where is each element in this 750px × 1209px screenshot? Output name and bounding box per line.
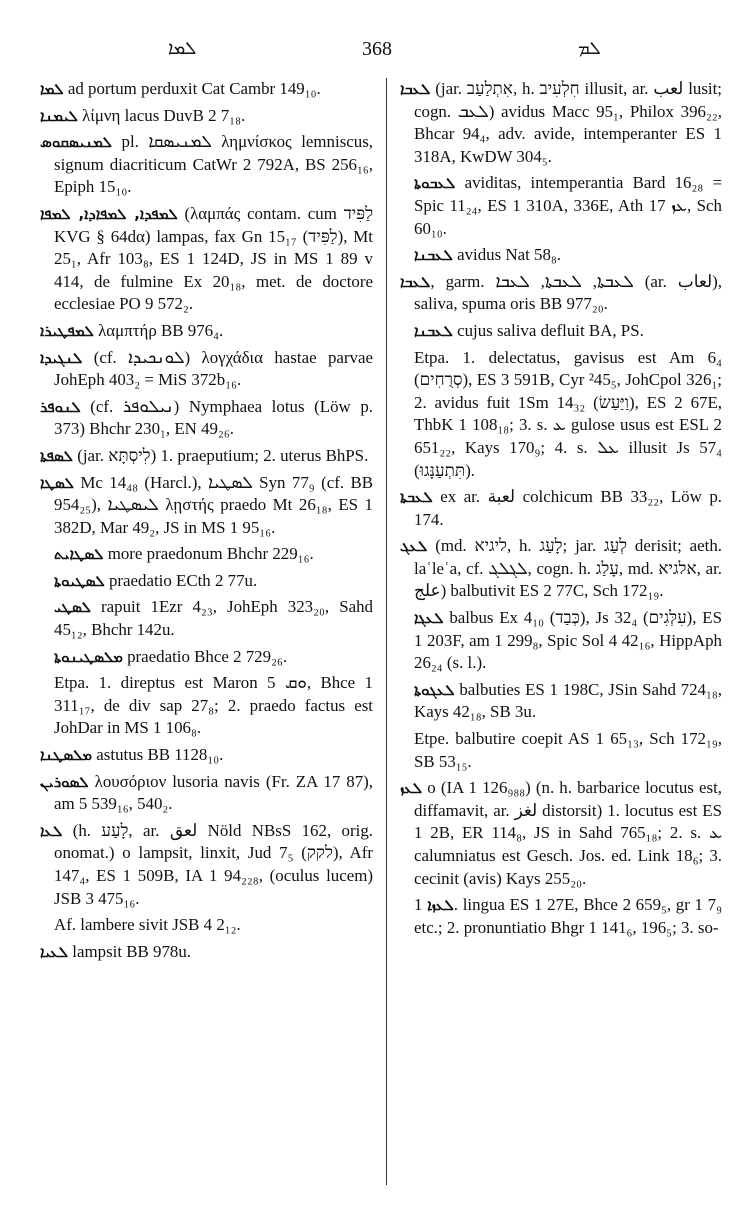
entry-text: λαμπτήρ BB 976₄. [93,320,224,340]
entry-headword: ܠܢܘܦܪ [40,397,81,416]
entry-headword: ܠܡܦܛܝܪܐ [40,321,94,340]
entry-headword: ܠܢܓܝܕܐ [40,348,83,367]
dictionary-entry [40,771,373,816]
entry-headword: ܠܥܓܘܬܐ [414,680,455,699]
dictionary-entry [40,131,373,199]
dictionary-entry [400,320,722,343]
entry-text: (jar. לִיסְתָּא) 1. praeputium; 2. uterus BhPS. [73,445,369,465]
entry-text: aviditas, intemperantia Bard 16₂₈ = Spic 11₂₄, ES 1 310A, 336E, Ath ܥܙ 17, Sch 60₁₀. [414,173,722,238]
dictionary-entry [40,646,373,669]
dictionary-entry [400,172,722,240]
entry-headword: ܠܥܒܘܬܐ [414,174,456,193]
entry-headword: ܠܣܦܬܐ [40,446,74,465]
dictionary-entry [400,679,722,724]
dictionary-entry [40,396,373,441]
page-header [0,38,750,66]
dictionary-entry [400,271,722,316]
dictionary-entry [400,347,722,483]
entry-headword: ܠܥܙܐ [427,896,454,915]
left-column [40,78,373,967]
running-head-right: ܠܡ [578,38,601,59]
dictionary-entry [40,78,373,101]
entry-text: 1. lingua ES 1 27E, Bhce 2 659₅, gr 1 7₉ etc.; 2. pronuntiatio Bhgr 1 141₆, 196₅; 3. so- [414,895,723,937]
dictionary-entry [40,543,373,566]
entry-headword: ܠܣܛܝܘܬܐ [54,571,105,590]
entry-text: o (IA 1 126₉₈₈) (n. h. barbarice locutus est, diffamavit, ar. لغز distorsit) 1. locutus est ES 1 2B, ER 114₈, JS in Sahd 765₁₈; 2. s. ܥ calumniatus est Gesch. Jos. ed. Link 18₆; 3. cecinit (avis) Kays 255₂₀. [414,778,722,888]
entry-text: Mc 14₄₈ (Harcl.), ܠܣܛܝܐ Syn 77₉ (cf. BB 954₂₅), ܠܝܣܛܝܐ λῃστής praedo Mt 26₁₈, ES 1 382D, Mar 49₂, JS in MS 1 95₁₆. [54,472,373,537]
entry-headword: ܠܥܒܢܐ [414,321,453,340]
dictionary-entry [40,105,373,128]
entry-text: more praedonum Bhchr 229₁₆. [103,544,314,564]
entry-text: (h. לָעַע, ar. لعق Nöld NBsS 162, orig. onomat.) o lampsit, linxit, Jud 7₅ (לקק), Afr 147₄, ES 1 509B, IA 1 94₂₂₈, (oculus lucem) JSB 3 475₁₆. [54,820,373,908]
entry-headword: ܠܥܙ [400,779,423,798]
dictionary-entry [400,728,722,773]
entry-text: astutus BB 1128₁₀. [92,745,224,765]
entry-text: praedatio ECth 2 77u. [104,570,258,590]
entry-text: (cf. ܢܝܠܘܦܪ) Nymphaea lotus (Löw p. 373) Bhchr 230₁, EN 49₂₆. [54,396,374,439]
dictionary-entry [40,472,373,540]
entry-headword: ܠܣܛܐ [40,473,74,492]
entry-text: rapuit 1Ezr 4₂₃, JohEph 323₂₀, Sahd 45₁₂, Bhchr 142u. [54,597,373,640]
entry-headword: ܠܥܓ [400,537,428,556]
dictionary-entry [400,535,722,603]
entry-text: ad portum perduxit Cat Cambr 149₁₀. [63,79,321,98]
entry-text: cujus saliva defluit BA, PS. [452,320,644,340]
entry-text: ex ar. لعبة colchicum BB 33₂₂, Löw p. 174. [414,487,722,529]
dictionary-entry [40,596,373,641]
dictionary-entry [40,941,373,964]
entry-text: Etpa. 1. delectatus, gavisus est Am 6₄ (סְרֻחִים), ES 3 591B, Cyr ²45₅, JohCpol 326₁; 2. avidus fuit 1Sm 14₃₂ (וַיַּעַשׂ), ES 2 67E, ThbK 1 108₁₈; 3. s. ܥ gulose usus est ESL 2 651₂₂, Kays 170₉; 4. s. ܥܠ illusit Js 57₄ (תִּתְעַנָּגוּ). [414,347,723,480]
entry-text: pl. ܠܡܢܝܣܩܐ λημνίσκος lemniscus, signum diacriticum CatWr 2 792A, BS 256₁₆, Epiph 15₁₀. [54,132,374,197]
entry-text: (λαμπάς contam. cum לַפִּיד KVG § 64dα) lampas, fax Gn 15₁₇ (לַפִּיד), Mt 25₁, Afr 103₈, ES 1 124D, JS in MS 1 89 v 414, de fulmine Ex 20₁₈, met. de doctore ecclesiae PO 9 572₂. [54,203,373,314]
entry-text: balbus Ex 4₁₀ (כְּבַד), Js 32₄ (עִלְּגִים), ES 1 203F, am 1 299₈, Spic Sol 4 42₁₆, HippAph 26₂₄ (s. l.). [414,608,722,673]
entry-headword: ܠܣܘܪܝܢ [40,772,89,791]
dictionary-entry [40,203,373,316]
dictionary-entry [400,777,722,890]
entry-headword: ܠܡܐ [40,80,64,98]
entry-text: avidus Nat 58₈. [452,245,562,265]
dictionary-entry [40,347,373,392]
running-head-left: ܠܡܐ [168,38,197,59]
entry-headword: ܡܠܣܛܢܐ [40,746,93,765]
entry-text: praedatio Bhce 2 729₂₆. [122,646,288,666]
entry-text: (jar. אִתְלַעַב, h. חִלְעִיב illusit, ar. لعب lusit; cogn. ܠܥܒ) avidus Macc 95₁, Philox 396₂₂, Bhcar 94₄, adv. avide, intemperanter ES 1 318A, KwDW 304₅. [414,79,722,166]
entry-headword: ܠܥܒܢܐ [414,246,453,265]
entry-text: Etpa. 1. direptus est Maron ܘܩ 5, Bhce 1 311₁₇, de div sap 27₈; 2. praedo factus est JohDar in MS 1 106₈. [54,673,373,738]
dictionary-entry [40,672,373,740]
entry-text: Etpe. balbutire coepit AS 1 65₁₃, Sch 172₁₉, SB 53₁₅. [414,729,722,771]
entry-headword: ܠܡܦܕܐ, ܠܡܦܐܕܐ, ܠܡܦܐ [40,204,178,223]
entry-text: λίμνη lacus DuvB 2 7₁₈. [77,105,246,125]
page-number: 368 [362,38,392,60]
dictionary-entry [400,78,722,168]
entry-headword: ܡܠܣܛܝܢܘܬܐ [54,647,123,666]
entry-headword: ܠܥܓܐ [414,609,444,628]
entry-headword: ܠܥܐ [40,821,63,840]
entry-headword: ܠܡܢܝܣܩܘܣ [40,133,113,152]
entry-text: balbuties ES 1 198C, JSin Sahd 724₁₈, Kays 42₁₈, SB 3u. [414,679,722,722]
entry-text: (md. ליגיא, h. לָעַג; jar. לְעַג derisit; aeth. laʿleʿa, cf. ܠܓܠܓ, cogn. h. עָלַג, md. אלגיא, ar. علج) balbutivit ES 2 77C, Sch 172₁₉. [414,536,722,601]
dictionary-entry [40,820,373,910]
entry-headword: ܠܣܛܐܝܬ [54,545,104,564]
dictionary-entry [400,607,722,675]
column-divider [386,78,387,1185]
entry-text: (cf. ܠܘܢܟܝܕܐ) λογχάδια hastae parvae JohEph 403₂ = MiS 372b₁₆. [54,347,373,390]
dictionary-entry [40,320,373,343]
dictionary-entry [40,445,373,468]
entry-text: lampsit BB 978u. [68,941,192,961]
entry-headword: ܠܥܒܐ [400,80,431,98]
dictionary-entry [40,914,373,937]
entry-headword: ܠܥܝܐ [40,942,69,961]
entry-headword: ܠܥܒܬܐ [400,488,433,507]
entry-headword: ܠܝܡܢܐ [40,106,78,125]
right-column [400,78,722,943]
dictionary-entry [400,486,722,531]
entry-text: Af. lambere sivit JSB 4 2₁₂. [54,915,241,935]
dictionary-entry [400,244,722,267]
entry-text: λουσόριον lusoria navis (Fr. ZA 17 87), am 5 539₁₆, 540₂. [54,771,373,814]
dictionary-entry [400,894,722,939]
entry-headword: ܠܣܛܝ [54,598,91,617]
entry-text: , garm. ܠܥܒܬܐ, ܠܥܒܬܐ, ܠܥܒܐ (ar. لعاب), saliva, spuma oris BB 977₂₀. [414,271,722,314]
dictionary-entry [40,744,373,767]
entry-headword: ܠܥܒܐ [400,272,431,291]
dictionary-entry [40,570,373,593]
